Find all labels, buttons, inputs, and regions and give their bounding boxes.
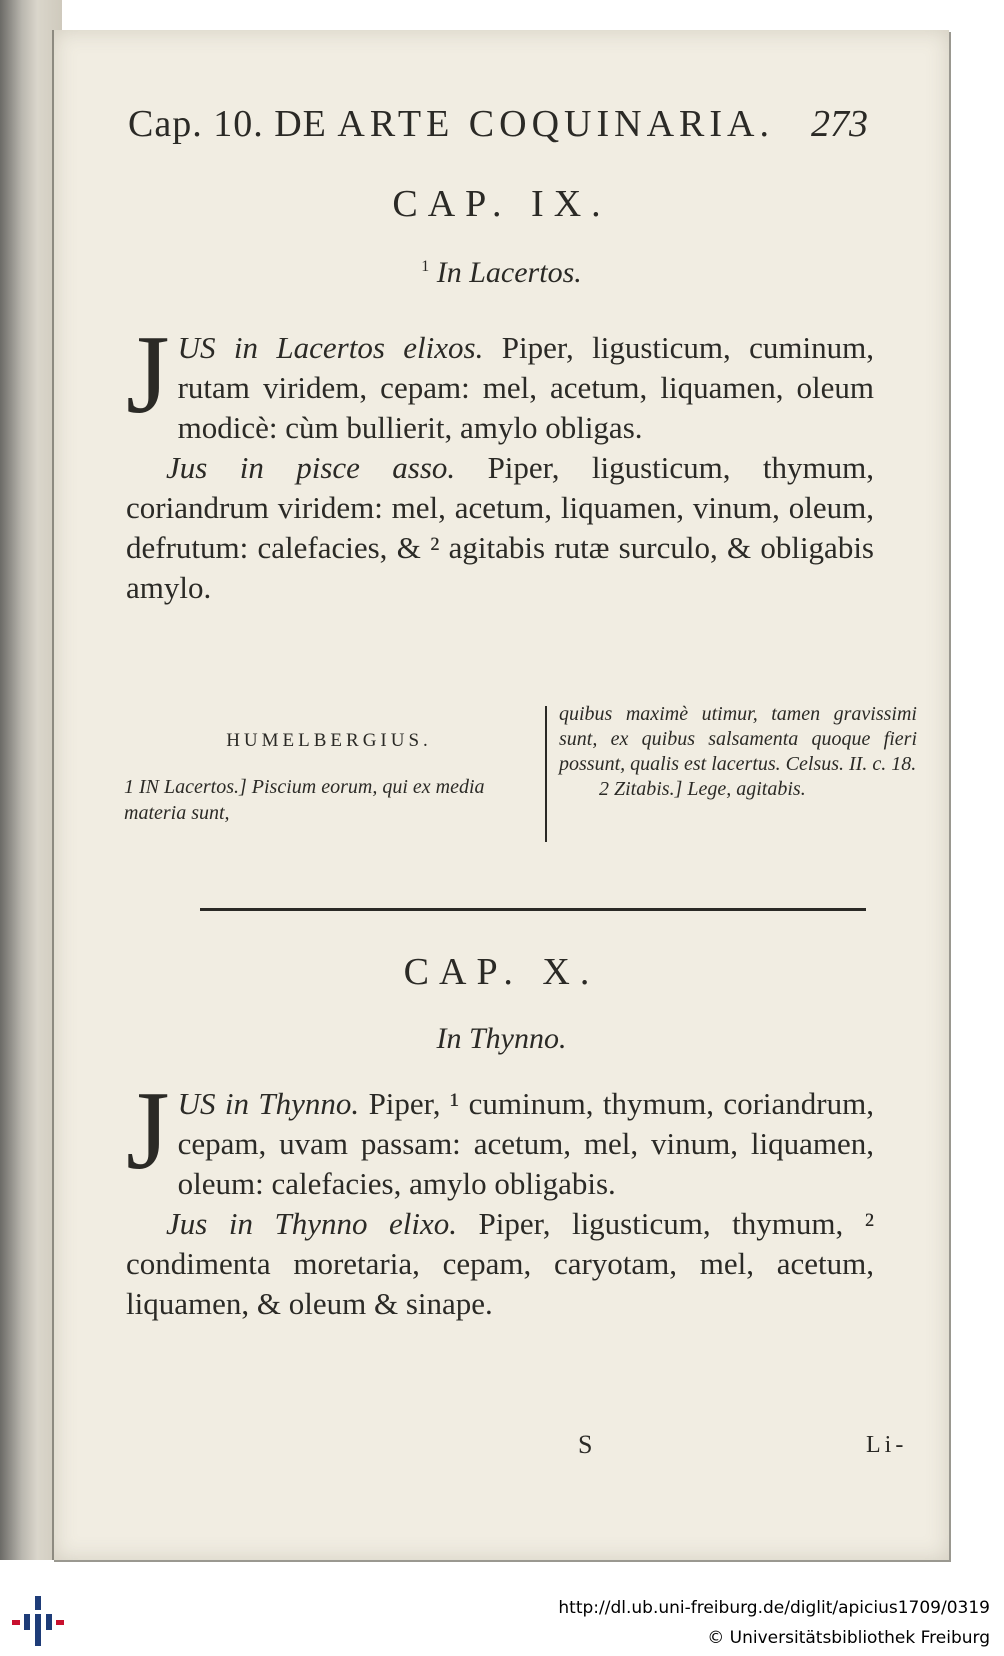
running-head	[128, 102, 868, 146]
paragraph-lead: Jus in pisce asso.	[166, 450, 456, 485]
chapter-ix-subtitle-text: In Lacertos.	[436, 256, 582, 289]
footer-copyright: © Universitätsbibliothek Freiburg	[707, 1628, 990, 1648]
chapter-x-paragraph-2	[126, 1204, 874, 1324]
chapter-ix-paragraph-1	[126, 313, 874, 448]
drop-cap: J	[126, 313, 170, 437]
paragraph-text: Piper, ligusticum, thymum, coriandrum viridem: mel, acetum, liquamen, vinum, oleum, defrutum: calefacies, & ² agitabis rutæ surculo, & obligabis amylo.	[126, 450, 875, 605]
running-head-left: Cap. 10. DE	[128, 103, 327, 145]
page-number: 273	[811, 103, 868, 145]
running-head-title: ARTE COQUINARIA.	[337, 103, 774, 145]
notes-heading: HUMELBERGIUS.	[226, 730, 432, 751]
paragraph-text: Piper, ligusticum, thymum, ² condimenta moretaria, cepam, caryotam, mel, acetum, liquamen, & oleum & sinape.	[126, 1206, 875, 1321]
chapter-x-body	[126, 1069, 875, 1324]
note-marker: 1	[421, 258, 430, 275]
notes-left-column	[124, 728, 534, 826]
chapter-x-heading: CAP. X.	[403, 951, 600, 993]
drop-cap: J	[126, 1069, 170, 1193]
notes-divider	[545, 706, 547, 842]
signature-mark: S	[578, 1430, 593, 1459]
chapter-ix-paragraph-2	[126, 448, 874, 608]
catchword: Li-	[866, 1432, 908, 1458]
chapter-x-paragraph-1	[126, 1069, 874, 1204]
chapter-ix-body	[126, 313, 875, 608]
chapter-ix-heading: CAP. IX.	[392, 183, 611, 225]
paragraph-text: Piper, ¹ cuminum, thymum, coriandrum, cepam, uvam passam: acetum, mel, vinum, liquamen, oleum: calefacies, amylo obligabis.	[177, 1086, 874, 1201]
paragraph-text: Piper, ligusticum, cuminum, rutam viridem, cepam: mel, acetum, liquamen, oleum modicè: cùm bullierit, amylo obligas.	[177, 330, 874, 445]
book-page	[52, 30, 949, 1560]
paragraph-lead: Jus in Thynno elixo.	[166, 1206, 457, 1241]
ub-freiburg-logo-icon	[10, 1594, 66, 1650]
footnote-1-right: quibus maximè utimur, tamen gravissimi sunt, ex quibus salsamenta quoque fieri possunt, qualis est lacertus. Celsus. II. c. 18.	[559, 703, 917, 775]
chapter-x-subtitle: In Thynno.	[436, 1022, 567, 1055]
chapter-ix-subtitle	[54, 256, 949, 290]
paragraph-lead: US in Thynno.	[177, 1086, 360, 1121]
section-rule	[200, 908, 866, 911]
footer-url: http://dl.ub.uni-freiburg.de/diglit/apicius1709/0319	[558, 1598, 990, 1618]
footnote-1-left: 1 IN Lacertos.] Piscium eorum, qui ex media materia sunt,	[124, 776, 485, 824]
footnote-2: 2 Zitabis.] Lege, agitabis.	[599, 778, 806, 800]
paragraph-lead: US in Lacertos elixos.	[177, 330, 484, 365]
notes-right-column	[559, 702, 917, 802]
